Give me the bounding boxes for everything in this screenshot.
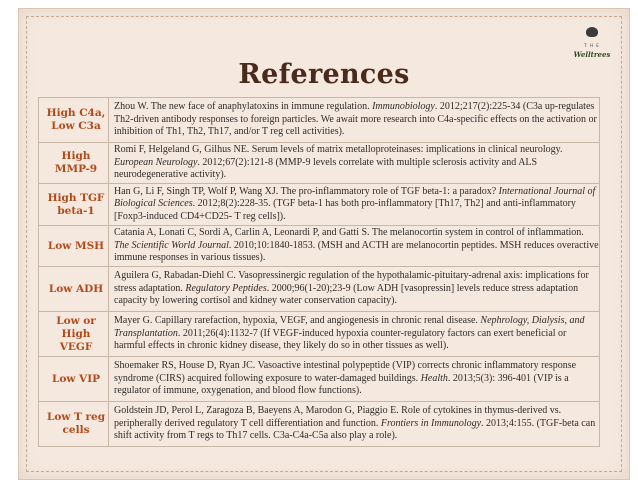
table-row [39,267,600,312]
table-row [39,312,600,357]
journal-name: European Neurology [114,156,198,168]
reference-label: High MMP-9 [39,143,109,184]
reference-text: Aguilera G, Rabadan-Diehl C. Vasopressinergic regulation of the hypothalamic-pituitary-adrenal axis: implications for stress adaptation. Regulatory Peptides. 2000;96(1-20);23-9 (Low ADH [vasopressin] levels reduce stress adaptation capacity by lowering cortisol and kidney water conservation capacity). [109,267,600,312]
reference-text: Shoemaker RS, House D, Ryan JC. Vasoactive intestinal polypeptide (VIP) corrects chronic inflammatory response syndrome (CIRS) acquired following exposure to water-damaged buildings. Health. 2013;5(3): 396-401 (VIP is a regulator of immune, oxygenation, and blood flow functions). [109,357,600,402]
logo-name: Welltrees [573,50,611,59]
reference-text: Catania A, Lonati C, Sordi A, Carlin A, Leonardi P, and Gatti S. The melanocortin system in control of inflammation. The Scientific World Journal. 2010;10:1840-1853. (MSH and ACTH are melanocortin peptides. MSH reduces overactive immune responses in various tissues). [109,226,600,267]
emblem-icon [586,27,598,37]
table-row [39,402,600,447]
journal-name: The Scientific World Journal [114,239,229,251]
journal-name: Nephrology, Dialysis, and Transplantation [114,315,585,339]
reference-text: Mayer G. Capillary rarefaction, hypoxia, VEGF, and angiogenesis in chronic renal disease. Nephrology, Dialysis, and Transplantation. 2011;26(4):1132-7 (If VEGF-induced hypoxia counter-regulatory factors can exert beneficial or harmful effects in chronic kidney disease, they likely do so in other tissues as well). [109,312,600,357]
reference-label: Low VIP [39,357,109,402]
logo-small-text: T H E [584,43,600,48]
reference-label: Low MSH [39,226,109,267]
references-table [38,97,600,447]
table-row [39,98,600,143]
reference-label: High TGF beta-1 [39,184,109,226]
page-title: References [238,59,410,90]
reference-label: Low T reg cells [39,402,109,447]
journal-name: Regulatory Peptides [185,282,267,294]
reference-text: Zhou W. The new face of anaphylatoxins in immune regulation. Immunobiology. 2012;217(2):225-34 (C3a up-regulates Th2-driven antibody responses to foreign particles. We await more research into C4a-specific effects on the activation or inhibition of Th1, Th2, Th17, and/or T reg cell activities). [109,98,600,143]
table-row [39,143,600,184]
journal-name: Immunobiology [372,101,435,113]
table-row [39,184,600,226]
reference-text: Goldstein JD, Perol L, Zaragoza B, Baeyens A, Marodon G, Piaggio E. Role of cytokines in thymus-derived vs. peripherally derived regulatory T cell differentiation and function. Frontiers in Immunology. 2013;4:155. (TGF-beta can shift activity from T regs to Th17 cells. C3a-C4a-C5a also play a role). [109,402,600,447]
reference-label: Low ADH [39,267,109,312]
journal-name: International Journal of Biological Sciences [114,185,596,210]
table-row [39,226,600,267]
journal-name: Frontiers in Immunology [380,417,482,429]
reference-label: Low or High VEGF [39,312,109,357]
reference-text: Romi F, Helgeland G, Gilhus NE. Serum levels of matrix metalloproteinases: implications in clinical neurology. European Neurology. 2012;67(2):121-8 (MMP-9 levels correlate with multiple sclerosis activity and ALS neurodegenerative activity). [109,143,600,184]
reference-text: Han G, Li F, Singh TP, Wolf P, Wang XJ. The pro-inflammatory role of TGF beta-1: a paradox? International Journal of Biological Sciences. 2012;8(2):228-35. (TGF beta-1 has both pro-inflammatory [Th17, Th2] and anti-inflammatory [Foxp3-induced CD4+CD25- T reg cells]). [109,184,600,226]
table-row [39,357,600,402]
brand-logo [569,27,615,63]
reference-label: High C4a, Low C3a [39,98,109,143]
journal-name: Health [420,372,448,384]
